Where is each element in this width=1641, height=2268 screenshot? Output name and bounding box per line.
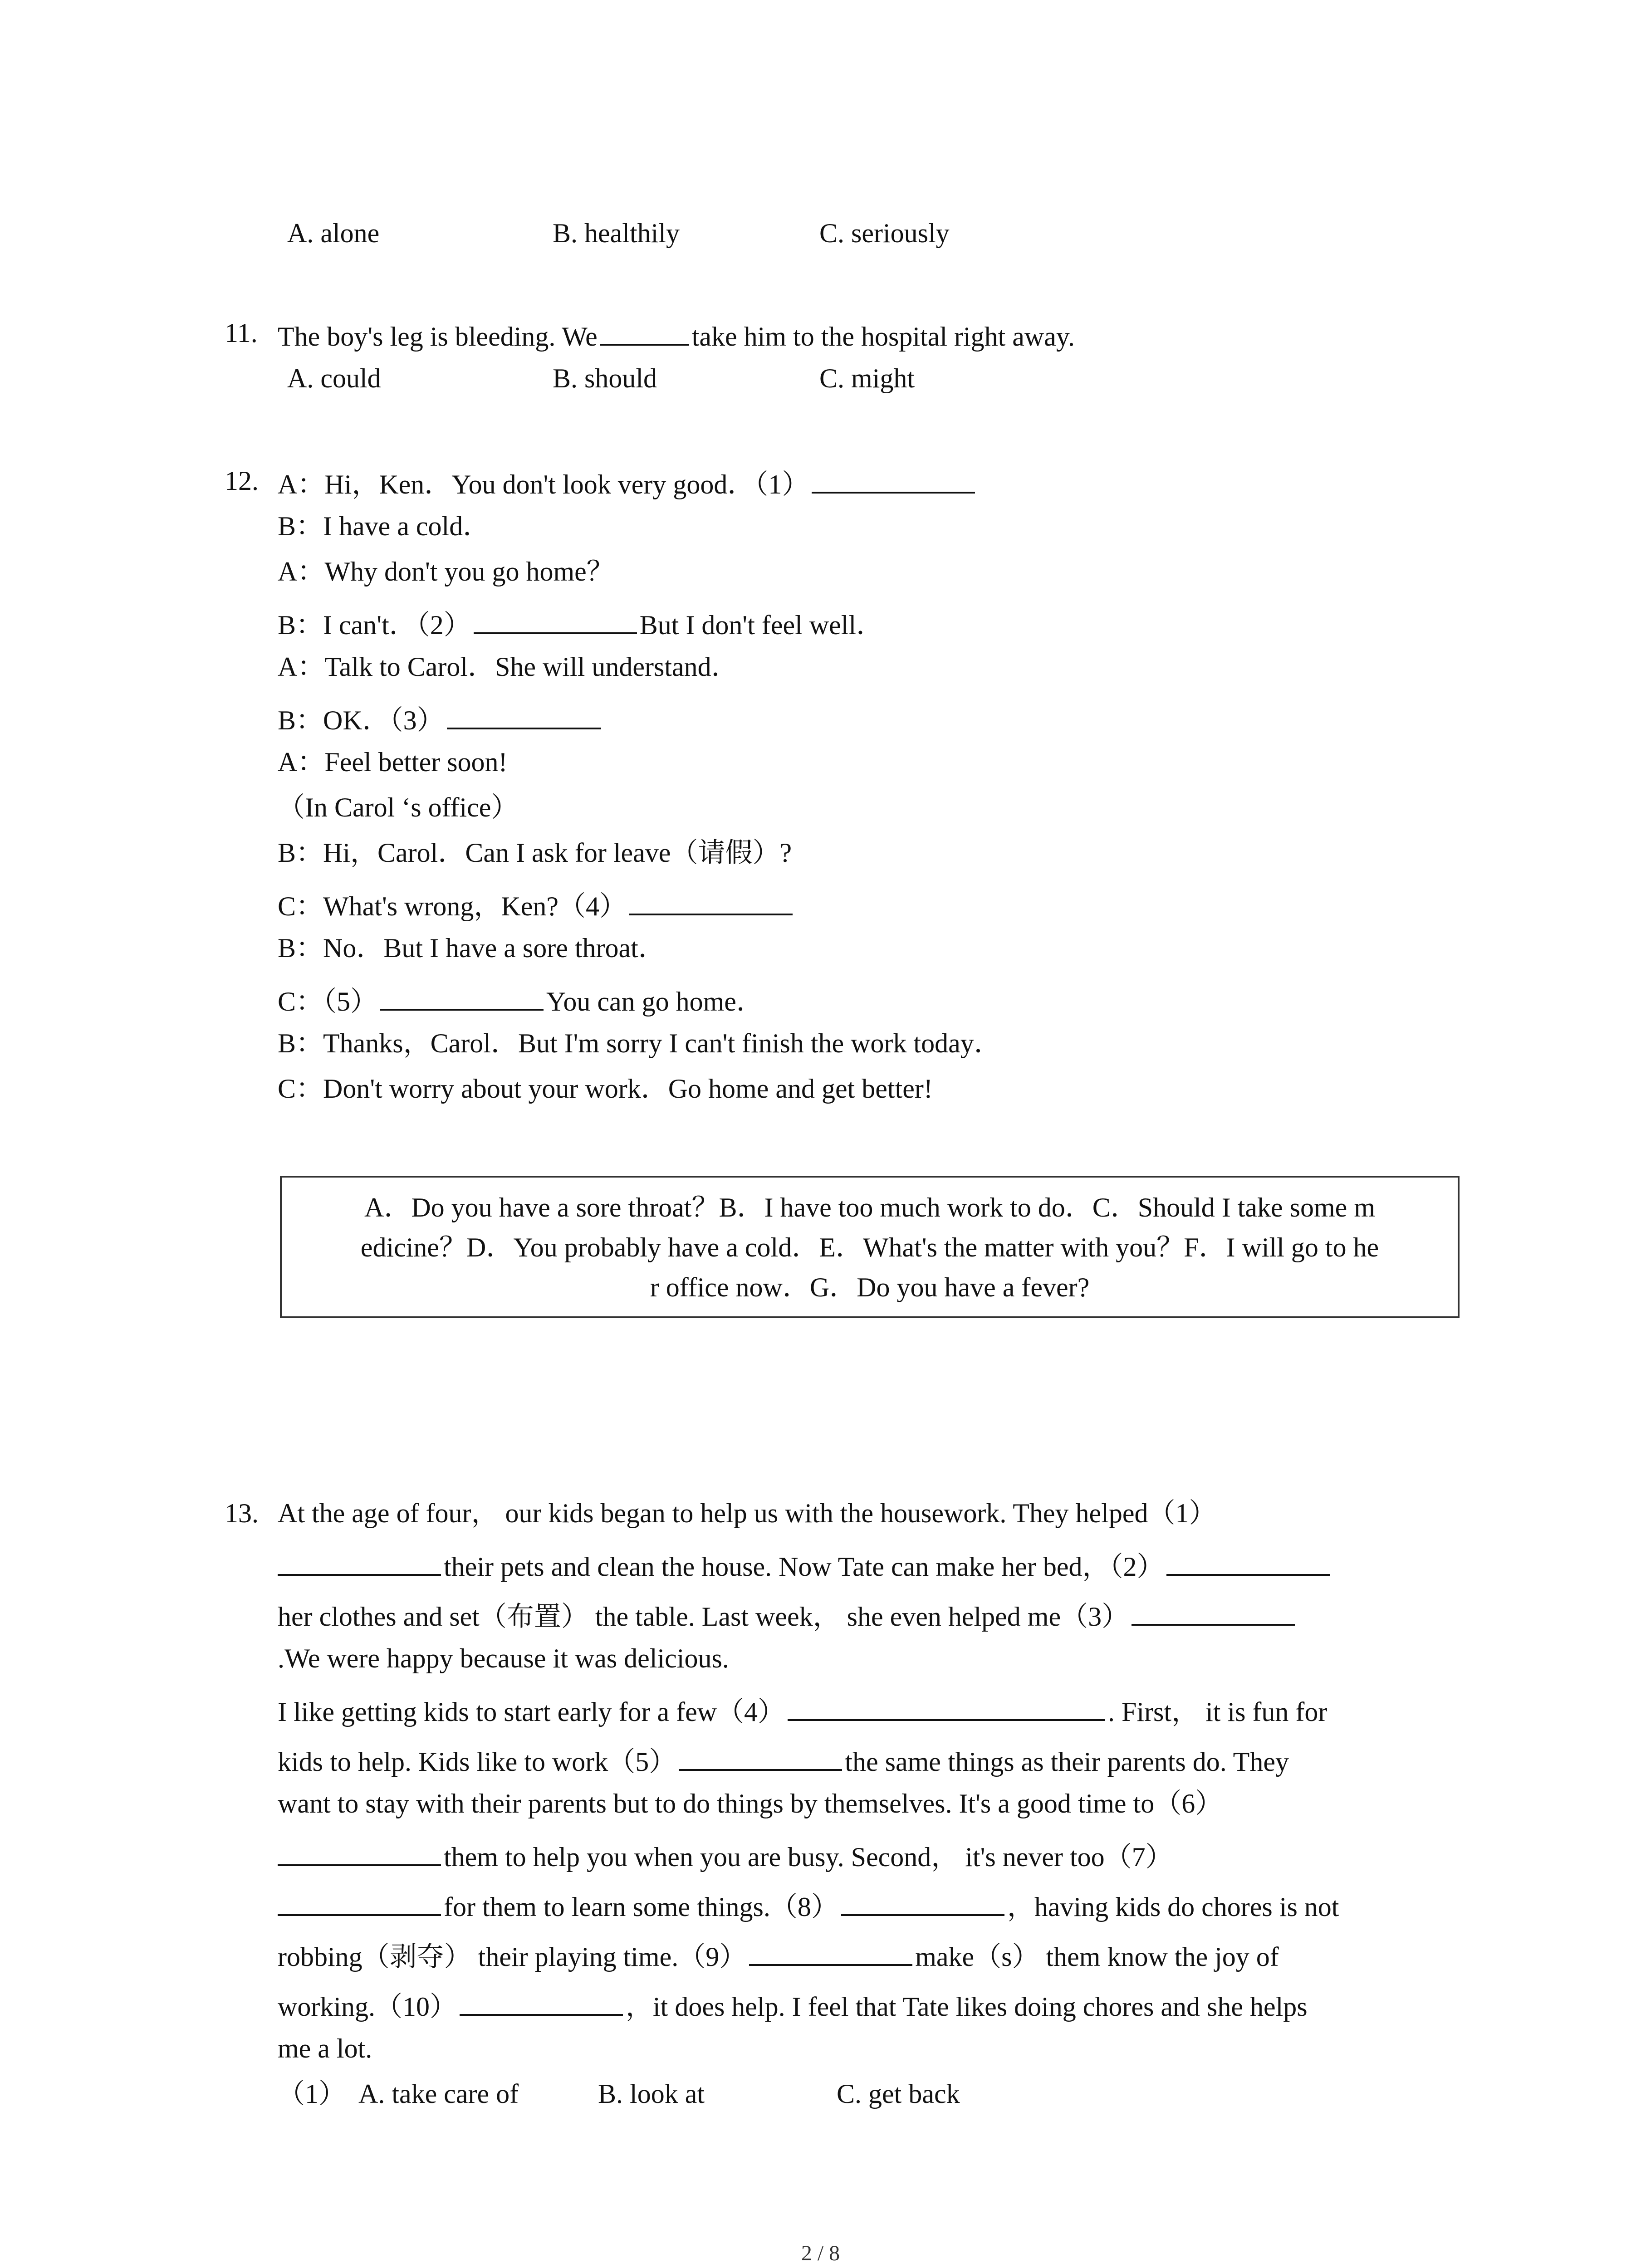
q13-line bbox=[278, 1987, 1308, 2023]
q13-blank-10 bbox=[460, 1987, 623, 2016]
q13-blank-7 bbox=[278, 1887, 441, 1916]
q10-option-b: B. healthily bbox=[553, 218, 680, 248]
q12-line bbox=[278, 982, 764, 1018]
q13-line-text: ，it does help. I feel that Tate likes doing chores and she helps bbox=[625, 1992, 1308, 2022]
q13-line: .We were happy because it was delicious. bbox=[278, 1643, 729, 1673]
q13-blank-6 bbox=[278, 1837, 441, 1866]
q13-number: 13. bbox=[225, 1498, 259, 1528]
q12-line bbox=[278, 886, 795, 923]
q12-number: 12. bbox=[225, 466, 259, 496]
q13-line-text: kids to help. Kids like to work（5） bbox=[278, 1747, 676, 1777]
q12-line-text: C：What's wrong，Ken?（4） bbox=[278, 891, 627, 921]
q11-stem bbox=[278, 317, 1075, 353]
q13-line: me a lot. bbox=[278, 2033, 372, 2063]
q13-line-text: them to help you when you are busy. Second， it's never too（7） bbox=[444, 1842, 1173, 1872]
q13-line bbox=[278, 1887, 1339, 1923]
q12-blank-2 bbox=[474, 605, 637, 634]
q13-line: want to stay with their parents but to do things by themselves. It's a good time to（6） bbox=[278, 1789, 1223, 1818]
q13-line-text: working.（10） bbox=[278, 1992, 457, 2022]
q13-line: At the age of four， our kids began to help us with the housework. They helped（1） bbox=[278, 1498, 1216, 1528]
q12-options-line: edicine？D．You probably have a cold．E．What's the matter with you？F．I will go to he bbox=[360, 1232, 1379, 1262]
q10-option-a: A. alone bbox=[287, 218, 380, 248]
q13-line-text: robbing（剥夺） their playing time.（9） bbox=[278, 1942, 747, 1972]
q12-line: C：Don't worry about your work．Go home and get better! bbox=[278, 1074, 933, 1104]
q12-blank-5 bbox=[380, 982, 544, 1011]
q13-line bbox=[278, 1742, 1289, 1778]
q12-options-line: A．Do you have a sore throat？B．I have too much work to do．C．Should I take some m bbox=[364, 1193, 1375, 1222]
q12-blank-3 bbox=[447, 700, 601, 729]
q12-line-text: C：（5） bbox=[278, 987, 378, 1017]
q13-line-text: the same things as their parents do. They bbox=[845, 1747, 1289, 1777]
q12-line-text: You can go home． bbox=[546, 987, 764, 1017]
q12-line: B：Hi，Carol．Can I ask for leave（请假）? bbox=[278, 838, 792, 868]
q12-line bbox=[278, 464, 978, 501]
q13-line bbox=[278, 1597, 1298, 1633]
q13-line-text: for them to learn some things.（8） bbox=[444, 1892, 838, 1922]
q11-stem-part2: take him to the hospital right away. bbox=[691, 322, 1075, 352]
q11-option-b: B. should bbox=[553, 363, 657, 393]
q12-line-text: A：Hi，Ken．You don't look very good．（1） bbox=[278, 469, 809, 499]
q13-line-text: make（s） them know the joy of bbox=[915, 1942, 1279, 1972]
q13-line-text: . First， it is fun for bbox=[1108, 1697, 1327, 1727]
q11-option-a: A. could bbox=[287, 363, 381, 393]
q13-option-number: （1） bbox=[278, 2079, 346, 2109]
q10-option-c: C. seriously bbox=[819, 218, 950, 248]
q13-line-text: her clothes and set（布置） the table. Last week， she even helped me（3） bbox=[278, 1602, 1129, 1632]
q12-line bbox=[278, 700, 604, 737]
q13-blank-8 bbox=[841, 1887, 1004, 1916]
q12-blank-4 bbox=[629, 886, 793, 915]
q13-blank-9 bbox=[749, 1937, 912, 1966]
q13-blank-4 bbox=[788, 1692, 1105, 1721]
q12-line bbox=[278, 605, 883, 641]
q12-blank-1 bbox=[812, 464, 975, 494]
page-number: 2 / 8 bbox=[801, 2241, 840, 2265]
q12-line-text: B：OK．（3） bbox=[278, 705, 444, 735]
q11-number: 11. bbox=[225, 318, 258, 348]
q12-line: A：Talk to Carol．She will understand． bbox=[278, 652, 739, 682]
q13-line bbox=[278, 1692, 1327, 1728]
q13-blank-3 bbox=[1132, 1597, 1295, 1626]
q13-option-a: A. take care of bbox=[358, 2079, 519, 2109]
q12-line: B：I have a cold． bbox=[278, 511, 490, 541]
q13-line-text: I like getting kids to start early for a few（4） bbox=[278, 1697, 785, 1727]
q13-option-c: C. get back bbox=[837, 2079, 960, 2109]
q13-line bbox=[278, 1837, 1173, 1873]
q13-blank-2 bbox=[1166, 1547, 1330, 1576]
q13-blank-5 bbox=[679, 1742, 842, 1771]
q12-line-text: B：I can't．（2） bbox=[278, 610, 471, 640]
q12-options-box bbox=[280, 1176, 1460, 1318]
q13-blank-1 bbox=[278, 1547, 441, 1576]
q13-option-b: B. look at bbox=[598, 2079, 705, 2109]
q12-line: （In Carol ‘s office） bbox=[278, 792, 519, 822]
q12-options-line: r office now．G．Do you have a fever? bbox=[650, 1272, 1090, 1302]
q12-line: A：Why don't you go home？ bbox=[278, 557, 614, 587]
q12-line-text: But I don't feel well． bbox=[639, 610, 884, 640]
q11-stem-part1: The boy's leg is bleeding. We bbox=[278, 322, 598, 352]
q11-option-c: C. might bbox=[819, 363, 915, 393]
q11-answer-blank bbox=[600, 317, 689, 346]
q13-line-text: ，having kids do chores is not bbox=[1007, 1892, 1339, 1922]
q12-line: B：No．But I have a sore throat． bbox=[278, 933, 666, 963]
q13-line bbox=[278, 1547, 1332, 1583]
q12-line: A：Feel better soon! bbox=[278, 747, 508, 777]
q12-line: B：Thanks，Carol．But I'm sorry I can't finish the work today． bbox=[278, 1028, 1001, 1058]
q13-line-text: their pets and clean the house. Now Tate can make her bed，（2） bbox=[444, 1552, 1164, 1582]
q13-line bbox=[278, 1937, 1279, 1973]
